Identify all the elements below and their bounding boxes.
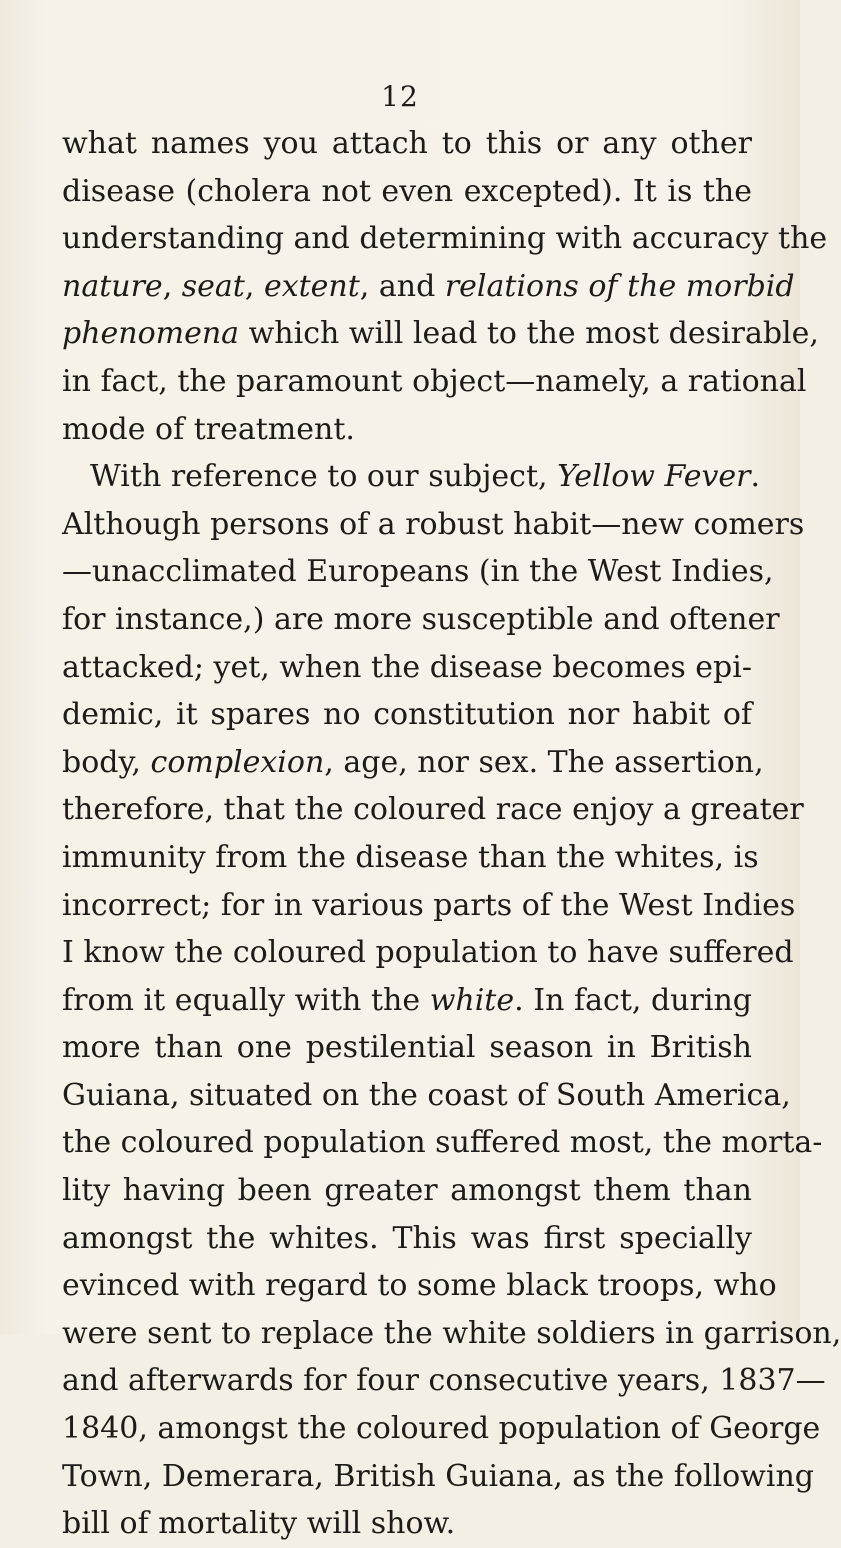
text-line — [62, 977, 752, 1025]
text-span: disease (cholera not even excepted). It is the — [62, 173, 752, 209]
text-span: therefore, that the coloured race enjoy a greater — [62, 792, 804, 828]
text-line — [62, 215, 828, 263]
text-line — [62, 596, 780, 644]
text-line — [62, 1453, 814, 1501]
text-line — [62, 1119, 823, 1167]
text-span: what names you attach to this or any other — [62, 126, 752, 161]
text-span: from it equally with the — [62, 982, 430, 1018]
text-line — [62, 263, 795, 311]
text-span: , — [162, 268, 182, 304]
text-span: more than one pestilential season in British — [62, 1030, 752, 1066]
text-line — [62, 1405, 821, 1453]
text-span: I know the coloured population to have suffered — [62, 935, 794, 971]
text-span: , and — [359, 268, 445, 304]
text-line — [62, 1167, 752, 1215]
text-span: in fact, the paramount object—namely, a rational — [62, 363, 807, 399]
text-span: amongst the whites. This was first specially — [62, 1220, 752, 1256]
text-span: body, — [62, 744, 151, 780]
text-line — [62, 739, 764, 787]
italic-span: complexion — [150, 744, 325, 780]
text-span: bill of mortality will show. — [62, 1506, 456, 1542]
body-text — [62, 120, 841, 1548]
text-span: . — [750, 459, 761, 495]
text-line — [62, 929, 794, 977]
text-line — [62, 1215, 752, 1263]
text-span: —unacclimated Europeans (in the West Indies, — [62, 554, 774, 590]
text-span: the coloured population suffered most, the morta- — [62, 1125, 823, 1161]
text-line — [62, 548, 774, 596]
text-span: 1840, amongst the coloured population of George — [62, 1411, 821, 1447]
text-line — [62, 1072, 791, 1120]
text-line — [62, 1310, 841, 1358]
italic-span: relations of the morbid — [444, 268, 795, 304]
text-line — [62, 120, 752, 168]
text-line — [62, 786, 804, 834]
text-line — [62, 501, 805, 549]
text-span: . In fact, during — [514, 982, 752, 1018]
text-line — [62, 1262, 777, 1310]
text-span: lity having been greater amongst them than — [62, 1173, 752, 1209]
text-span: were sent to replace the white soldiers in garrison, — [62, 1315, 841, 1351]
text-line — [62, 406, 752, 454]
text-span: Although persons of a robust habit—new comers — [62, 506, 805, 542]
text-span: Guiana, situated on the coast of South America, — [62, 1077, 791, 1113]
italic-span: phenomena — [62, 316, 240, 352]
italic-span: extent — [263, 268, 360, 304]
text-line — [62, 644, 752, 692]
italic-span: Yellow Fever — [557, 459, 751, 495]
text-line — [62, 882, 796, 930]
text-span: With reference to our subject, — [90, 459, 558, 495]
text-span: incorrect; for in various parts of the West Indies — [62, 887, 796, 923]
text-line — [62, 358, 807, 406]
text-span: understanding and determining with accuracy the — [62, 221, 828, 257]
text-span: , — [244, 268, 264, 304]
italic-span: nature — [62, 268, 163, 304]
text-line — [62, 691, 752, 739]
text-line — [62, 1500, 752, 1548]
text-span: which will lead to the most desirable, — [239, 316, 819, 352]
text-line — [62, 1357, 826, 1405]
text-span: and afterwards for four consecutive years, 1837— — [62, 1363, 826, 1399]
text-line — [62, 453, 761, 501]
text-line — [62, 310, 819, 358]
text-span: attacked; yet, when the disease becomes epi- — [62, 649, 752, 685]
text-span: Town, Demerara, British Guiana, as the following — [62, 1458, 814, 1494]
italic-span: white — [429, 982, 515, 1018]
text-span: mode of treatment. — [62, 411, 355, 447]
text-line — [62, 168, 752, 216]
text-span: immunity from the disease than the whites, is — [62, 839, 759, 875]
italic-span: seat — [181, 268, 245, 304]
text-line — [62, 834, 759, 882]
page-number: 12 — [381, 80, 419, 113]
text-span: demic, it spares no constitution nor habit of — [62, 697, 752, 733]
text-span: for instance,) are more susceptible and oftener — [62, 601, 780, 637]
text-line — [62, 1024, 752, 1072]
text-span: evinced with regard to some black troops, who — [62, 1268, 777, 1304]
text-span: , age, nor sex. The assertion, — [324, 744, 764, 780]
